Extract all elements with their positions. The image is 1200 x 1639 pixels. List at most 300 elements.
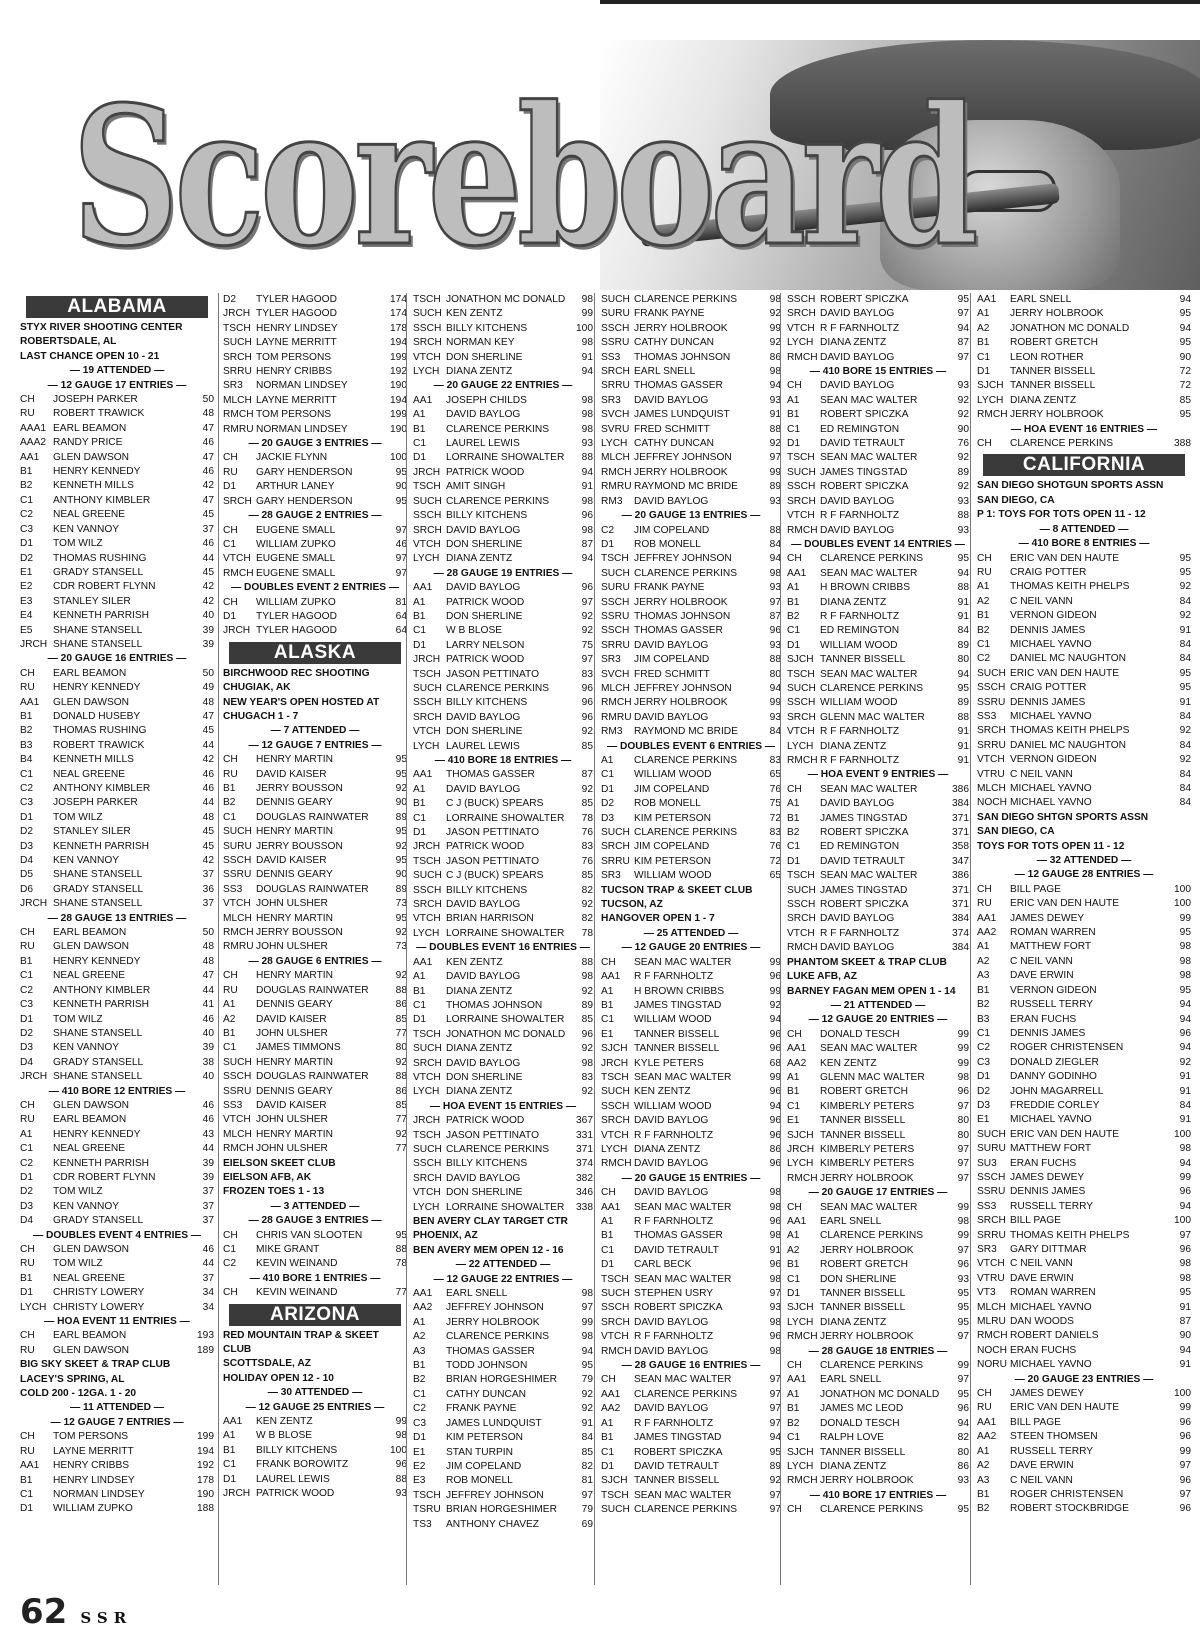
results-column-5 (780, 293, 969, 1585)
shooter-name: SEAN MAC WALTER (820, 394, 918, 406)
club-info-line: TOYS FOR TOTS OPEN 11 - 12 (977, 840, 1125, 852)
shooter-name: GARY HENDERSON (256, 495, 353, 507)
shooter-name: R F FARNHOLTZ (820, 726, 900, 738)
shooter-name: TYLER HAGOOD (256, 625, 337, 637)
class-code: SVCH (601, 409, 630, 421)
result-row (977, 1113, 1191, 1127)
result-row (413, 423, 593, 437)
score: 76 (957, 438, 969, 450)
score: 84 (1179, 783, 1191, 794)
score: 95 (957, 1302, 969, 1314)
class-code: JRCH (20, 898, 48, 910)
result-row (413, 999, 593, 1013)
class-code: E1 (977, 1114, 990, 1126)
result-row (20, 1301, 214, 1315)
shooter-name: GLEN DAWSON (53, 451, 130, 463)
score: 81 (395, 596, 407, 608)
shooter-name: BILL PAGE (1010, 1215, 1061, 1227)
score: 93 (957, 495, 969, 507)
shooter-name: SEAN MAC WALTER (634, 1071, 732, 1083)
class-code: TSCH (601, 1489, 629, 1501)
class-code: SUCH (601, 1504, 630, 1516)
class-code: C1 (787, 1273, 801, 1285)
result-row (413, 466, 593, 480)
shooter-name: PATRICK WOOD (446, 1115, 525, 1127)
class-code: MLRU (977, 1316, 1006, 1328)
result-row (601, 1215, 781, 1229)
score: 174 (390, 294, 407, 305)
result-row (20, 638, 214, 652)
class-code: E1 (787, 1115, 800, 1127)
result-row (787, 725, 969, 739)
score: 188 (197, 1503, 214, 1515)
shooter-name: DAVID BAYLOG (820, 351, 895, 363)
shooter-name: EARL SNELL (820, 1374, 882, 1386)
score: 98 (769, 567, 781, 579)
class-code: SRCH (601, 1316, 630, 1328)
class-code: VTCH (223, 553, 251, 565)
result-row (20, 710, 214, 724)
class-code: SRCH (787, 308, 816, 320)
shooter-name: NORMAN LINDSEY (256, 380, 348, 392)
class-code: SSCH (223, 855, 252, 867)
result-row (977, 394, 1191, 408)
score: 91 (957, 740, 969, 752)
result-row (413, 1013, 593, 1027)
score: 48 (202, 941, 214, 953)
score: 84 (1179, 768, 1191, 780)
score: 48 (202, 408, 214, 420)
shooter-name: H BROWN CRIBBS (820, 582, 910, 594)
class-code: E2 (20, 581, 33, 593)
result-row (20, 422, 214, 436)
result-row (787, 524, 969, 538)
score: 87 (957, 337, 969, 349)
club-info-line: LAST CHANCE OPEN 10 - 21 (20, 350, 160, 362)
score: 93 (769, 639, 781, 651)
shooter-name: HENRY CRIBBS (256, 366, 333, 378)
class-code: D2 (977, 1085, 991, 1097)
class-code: D2 (20, 552, 34, 564)
class-code: B2 (977, 999, 990, 1011)
event-subheading: — 12 GAUGE 25 ENTRIES — (245, 1401, 385, 1413)
result-row (787, 1114, 969, 1128)
score: 98 (581, 971, 593, 983)
result-row (601, 725, 781, 739)
shooter-name: ERIC VAN DEN HAUTE (1010, 898, 1120, 910)
shooter-name: DONALD TESCH (820, 1028, 900, 1040)
shooter-name: W B BLOSE (256, 1430, 313, 1442)
class-code: C1 (787, 1432, 801, 1444)
result-row (787, 912, 969, 926)
class-code: AA1 (787, 1216, 807, 1227)
score: 100 (1174, 1128, 1191, 1140)
shooter-name: JAMES TINGSTAD (820, 884, 908, 896)
score: 91 (581, 1417, 593, 1429)
shooter-name: SEAN MAC WALTER (820, 870, 918, 882)
result-row (223, 552, 407, 566)
shooter-name: ANTHONY KIMBLER (53, 984, 151, 996)
result-row (20, 407, 214, 421)
class-code: SR3 (223, 380, 243, 392)
class-code: SS3 (223, 883, 243, 895)
result-row (787, 480, 969, 494)
shooter-name: ERIC VAN DEN HAUTE (1010, 1128, 1120, 1140)
event-subheading: — 20 GAUGE 23 ENTRIES — (1014, 1373, 1154, 1385)
score: 93 (769, 582, 781, 594)
result-row (20, 782, 214, 796)
class-code: B1 (787, 409, 800, 421)
event-subheading: — 19 ATTENDED — (69, 365, 165, 377)
score: 65 (769, 870, 781, 882)
score: 94 (1179, 322, 1191, 334)
result-row (977, 883, 1191, 897)
score: 88 (581, 956, 593, 968)
class-code: B2 (787, 827, 800, 839)
score: 96 (581, 1028, 593, 1040)
class-code: SURU (601, 308, 630, 320)
class-code: SJCH (787, 1302, 814, 1314)
shooter-name: CATHY DUNCAN (634, 337, 714, 349)
result-row (977, 1459, 1191, 1473)
shooter-name: JOSEPH PARKER (53, 797, 138, 809)
class-code: A1 (787, 798, 800, 810)
shooter-name: GLENN MAC WALTER (820, 711, 925, 723)
score: 77 (395, 1114, 407, 1126)
class-code: A2 (787, 1244, 800, 1256)
score: 95 (1179, 927, 1191, 939)
class-code: SUCH (413, 308, 442, 320)
shooter-name: JERRY BOUSSON (256, 840, 343, 852)
result-row (601, 1129, 781, 1143)
shooter-name: DENNIS GEARY (256, 797, 333, 809)
class-code: NOCH (977, 797, 1007, 809)
result-row (601, 682, 781, 696)
shooter-name: FRANK PAYNE (634, 308, 705, 320)
score: 76 (581, 855, 593, 867)
class-code: C2 (977, 653, 991, 665)
class-code: C1 (223, 1244, 237, 1255)
class-code: MLCH (223, 912, 252, 924)
class-code: TSCH (601, 1071, 629, 1083)
result-row (787, 1446, 969, 1460)
score: 93 (957, 1273, 969, 1285)
class-code: RMRU (601, 481, 632, 493)
class-code: CH (223, 1229, 238, 1241)
score: 83 (581, 1071, 593, 1083)
results-column-1 (20, 293, 218, 1585)
result-row (601, 668, 781, 682)
result-row (601, 639, 781, 653)
class-code: NORU (977, 1359, 1007, 1371)
shooter-name: TANNER BISSELL (1010, 380, 1096, 392)
result-row (223, 1070, 407, 1084)
shooter-name: KEVIN WEINAND (256, 1287, 338, 1299)
shooter-name: DIANA ZENTZ (446, 366, 513, 378)
class-code: A2 (977, 322, 990, 334)
score: 88 (395, 1071, 407, 1083)
class-code: B2 (223, 797, 236, 809)
result-row (601, 1373, 781, 1387)
state-heading: ARIZONA (229, 1304, 401, 1326)
club-info-line: FROZEN TOES 1 - 13 (223, 1186, 325, 1198)
class-code: D1 (787, 438, 801, 450)
shooter-name: TANNER BISSELL (820, 1129, 906, 1141)
score: 72 (1179, 380, 1191, 392)
event-subheading: — 12 GAUGE 28 ENTRIES — (1014, 869, 1154, 881)
shooter-name: TYLER HAGOOD (256, 610, 337, 622)
shooter-name: C NEIL VANN (1010, 595, 1073, 607)
shooter-name: HENRY MARTIN (256, 912, 333, 924)
score: 85 (581, 1014, 593, 1026)
shooter-name: JERRY HOLBROOK (820, 1331, 914, 1343)
result-row (787, 783, 969, 797)
score: 92 (581, 625, 593, 637)
event-subheading: — 7 ATTENDED — (270, 725, 360, 737)
result-row (977, 437, 1191, 451)
class-code: SRCH (413, 1172, 442, 1184)
publication-name: SSR (80, 1609, 133, 1627)
event-subheading: — 28 GAUGE 19 ENTRIES — (433, 567, 573, 579)
result-row (223, 394, 407, 408)
club-info-line: STYX RIVER SHOOTING CENTER (20, 322, 183, 333)
score: 77 (395, 1027, 407, 1039)
shooter-name: THOMAS KEITH PHELPS (1010, 1229, 1130, 1241)
score: 96 (581, 697, 593, 709)
result-row (413, 639, 593, 653)
shooter-name: JERRY BOUSSON (256, 927, 343, 939)
club-info-line: BEN AVERY CLAY TARGET CTR (413, 1216, 568, 1227)
class-code: E1 (20, 566, 33, 578)
result-row (787, 336, 969, 350)
result-row (787, 567, 969, 581)
class-code: C1 (223, 538, 237, 550)
class-code: B1 (20, 710, 33, 722)
shooter-name: DAVID BAYLOG (634, 495, 709, 507)
result-row (601, 985, 781, 999)
shooter-name: KENNETH PARRISH (53, 610, 150, 622)
score: 47 (202, 710, 214, 722)
result-row (20, 595, 214, 609)
result-row (20, 393, 214, 407)
class-code: D1 (413, 827, 427, 839)
class-code: CH (787, 1028, 802, 1040)
class-code: RU (223, 466, 238, 478)
class-code: C1 (977, 351, 991, 363)
score: 84 (1179, 595, 1191, 607)
score: 95 (769, 1446, 781, 1458)
shooter-name: KIMBERLY PETERS (820, 1100, 915, 1112)
score: 371 (576, 1143, 593, 1155)
score: 98 (581, 524, 593, 536)
shooter-name: DAVE ERWIN (1010, 1272, 1074, 1284)
result-row (413, 365, 593, 379)
result-row (787, 351, 969, 365)
shooter-name: R F FARNHOLTZ (820, 322, 900, 334)
result-row (601, 524, 781, 538)
result-row (20, 1214, 214, 1228)
class-code: C2 (20, 984, 34, 996)
score: 93 (957, 1475, 969, 1487)
event-subheading: — 410 BORE 18 ENTRIES — (434, 755, 572, 766)
class-code: LYCH (601, 1143, 628, 1155)
score: 96 (581, 682, 593, 694)
class-code: CH (223, 524, 238, 536)
result-row (413, 1301, 593, 1315)
result-row (601, 596, 781, 610)
score: 96 (1179, 1503, 1191, 1515)
score: 95 (957, 682, 969, 694)
shooter-name: ANTHONY KIMBLER (53, 783, 151, 794)
shooter-name: DAVID BAYLOG (446, 971, 521, 983)
result-row (20, 1070, 214, 1084)
score: 99 (769, 1071, 781, 1083)
result-row (223, 1257, 407, 1271)
shooter-name: LAYNE MERRITT (256, 337, 337, 349)
result-row (977, 1445, 1191, 1459)
class-code: C1 (787, 625, 801, 637)
result-row (601, 1287, 781, 1301)
shooter-name: CLARENCE PERKINS (634, 827, 738, 839)
score: 94 (769, 1100, 781, 1112)
shooter-name: WILLIAM WOOD (820, 639, 898, 651)
class-code: D1 (787, 1288, 801, 1300)
shooter-name: DAVID BAYLOG (820, 380, 895, 392)
club-info-line: BIRCHWOOD REC SHOOTING (223, 667, 370, 679)
shooter-name: KENNETH MILLS (53, 754, 134, 766)
class-code: CH (223, 970, 238, 982)
result-row (223, 1142, 407, 1156)
class-code: CH (20, 927, 35, 939)
class-code: C1 (413, 812, 427, 824)
class-code: AA1 (413, 769, 433, 781)
class-code: VTCH (977, 754, 1005, 766)
event-subheading: — 21 ATTENDED — (830, 999, 926, 1011)
score: 87 (581, 538, 593, 550)
result-row (787, 437, 969, 451)
score: 88 (957, 510, 969, 522)
result-row (223, 1473, 407, 1487)
shooter-name: ROBERT SPICZKA (820, 827, 909, 839)
score: 82 (581, 1460, 593, 1472)
shooter-name: DANIEL MC NAUGHTON (1010, 739, 1127, 751)
class-code: E2 (413, 1460, 426, 1472)
shooter-name: JASON PETTINATO (446, 855, 540, 867)
class-code: RMRU (223, 423, 254, 435)
score: 194 (390, 337, 407, 349)
result-row (601, 394, 781, 408)
shooter-name: TANNER BISSELL (820, 1288, 906, 1300)
class-code: TSCH (413, 481, 441, 493)
shooter-name: ERAN FUCHS (1010, 1157, 1077, 1169)
shooter-name: WILLIAM ZUPKO (53, 1503, 133, 1515)
result-row (413, 1359, 593, 1373)
shooter-name: ROGER CHRISTENSEN (1010, 1488, 1124, 1500)
class-code: D4 (20, 1056, 34, 1068)
event-subheading: — 20 GAUGE 3 ENTRIES — (248, 438, 382, 450)
class-code: D1 (223, 1473, 237, 1485)
class-code: CH (787, 553, 802, 565)
score: 96 (1179, 1244, 1191, 1255)
score: 94 (1179, 999, 1191, 1011)
event-subheading: — 32 ATTENDED — (1036, 855, 1132, 867)
score: 97 (957, 1143, 969, 1155)
score: 374 (952, 927, 969, 939)
score: 99 (769, 985, 781, 997)
score: 94 (769, 1014, 781, 1026)
score: 384 (952, 913, 969, 925)
shooter-name: EARL BEAMON (53, 422, 127, 434)
result-row (413, 1388, 593, 1402)
class-code: CH (20, 667, 35, 679)
score: 84 (581, 1432, 593, 1444)
score: 48 (202, 811, 214, 823)
class-code: C1 (787, 1100, 801, 1112)
result-row (787, 581, 969, 595)
class-code: SURU (601, 582, 630, 594)
class-code: A1 (413, 409, 426, 421)
class-code: A1 (413, 1316, 426, 1328)
class-code: B1 (787, 1086, 800, 1098)
result-row (413, 1518, 593, 1532)
score: 88 (769, 654, 781, 666)
score: 98 (581, 1288, 593, 1300)
score: 91 (957, 726, 969, 738)
result-row (601, 754, 781, 768)
score: 96 (769, 1129, 781, 1141)
class-code: RMCH (223, 927, 254, 939)
shooter-name: LAYNE MERRITT (53, 1445, 134, 1457)
score: 174 (390, 308, 407, 320)
class-code: NOCH (977, 1344, 1007, 1356)
shooter-name: JAMES LUNDQUIST (634, 409, 730, 421)
shooter-name: ROBERT STOCKBRIDGE (1010, 1503, 1129, 1515)
score: 98 (581, 495, 593, 507)
result-row (601, 293, 781, 307)
shooter-name: JIM COPELAND (446, 1460, 522, 1472)
class-code: SS3 (223, 1099, 243, 1111)
score: 92 (581, 1403, 593, 1415)
score: 96 (769, 971, 781, 983)
shooter-name: DAVID BAYLOG (446, 899, 521, 911)
shooter-name: DAVID BAYLOG (820, 942, 895, 954)
score: 77 (395, 1143, 407, 1155)
class-code: A1 (20, 1128, 33, 1140)
state-heading: ALASKA (229, 642, 401, 664)
class-code: AA2 (601, 1403, 621, 1415)
class-code: JRCH (223, 625, 251, 637)
shooter-name: CLARENCE PERKINS (446, 1331, 550, 1343)
class-code: SSCH (223, 1071, 252, 1083)
result-row (601, 1388, 781, 1402)
result-row (601, 1013, 781, 1027)
shooter-name: CATHY DUNCAN (446, 1388, 526, 1400)
shooter-name: H BROWN CRIBBS (634, 985, 724, 997)
shooter-name: JIM COPELAND (634, 841, 710, 853)
score: 97 (957, 1100, 969, 1112)
score: 78 (581, 812, 593, 824)
class-code: B1 (413, 1360, 426, 1372)
score: 91 (1179, 1071, 1191, 1083)
shooter-name: JEFFREY JOHNSON (634, 682, 732, 694)
class-code: AA1 (413, 582, 433, 594)
score: 99 (769, 956, 781, 968)
shooter-name: JIM COPELAND (634, 524, 710, 536)
event-subheading: — 25 ATTENDED — (643, 927, 739, 939)
result-row (223, 854, 407, 868)
score: 95 (581, 1360, 593, 1372)
shooter-name: ROBERT GRETCH (1010, 337, 1098, 349)
